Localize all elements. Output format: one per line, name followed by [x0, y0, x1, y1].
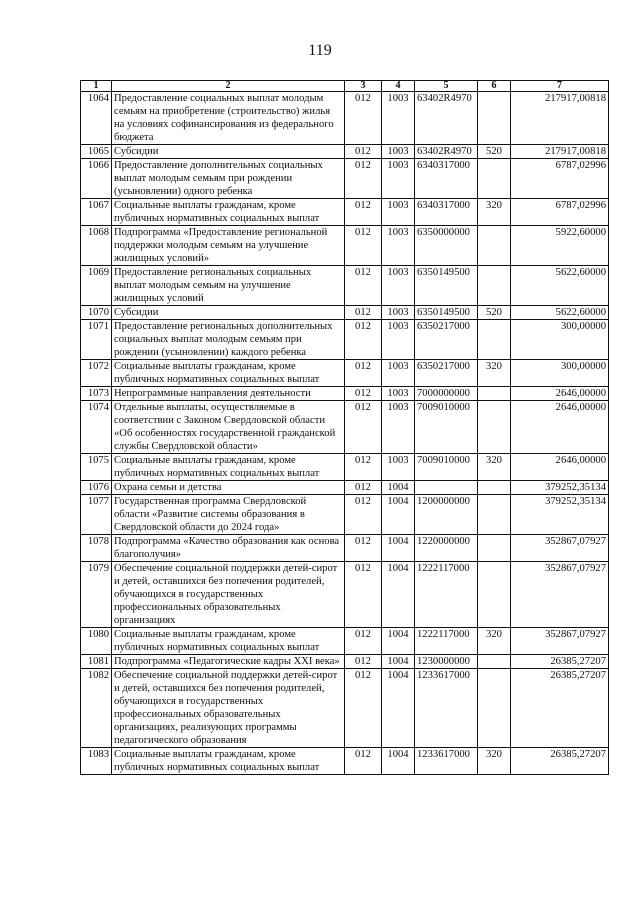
code-cell: 012 [345, 360, 382, 387]
section-cell: 1004 [382, 481, 415, 495]
target-code-cell: 6350149500 [415, 266, 478, 306]
expense-type-cell: 320 [478, 199, 511, 226]
expense-type-cell [478, 481, 511, 495]
header-cell: 5 [415, 81, 478, 92]
row-name-cell: Непрограммные направления деятельности [112, 387, 345, 401]
code-cell: 012 [345, 145, 382, 159]
section-cell: 1004 [382, 562, 415, 628]
amount-cell: 26385,27207 [511, 748, 609, 775]
row-name-cell: Обеспечение социальной поддержки детей-сирот и детей, оставшихся без попечения родителей, обучающихся в государственных профессиональных образовательных организациях [112, 562, 345, 628]
expense-type-cell [478, 655, 511, 669]
target-code-cell: 63402R4970 [415, 145, 478, 159]
section-cell: 1004 [382, 495, 415, 535]
row-name-cell: Предоставление социальных выплат молодым семьям на приобретение (строительство) жилья на условиях софинансирования из федерального бюджета [112, 92, 345, 145]
target-code-cell: 1222117000 [415, 562, 478, 628]
table-row [81, 159, 609, 199]
table-row [81, 145, 609, 159]
header-cell: 7 [511, 81, 609, 92]
amount-cell: 26385,27207 [511, 655, 609, 669]
code-cell: 012 [345, 535, 382, 562]
code-cell: 012 [345, 159, 382, 199]
section-cell: 1003 [382, 320, 415, 360]
row-name-cell: Охрана семьи и детства [112, 481, 345, 495]
code-cell: 012 [345, 454, 382, 481]
amount-cell: 2646,00000 [511, 401, 609, 454]
table-row [81, 401, 609, 454]
row-name-cell: Социальные выплаты гражданам, кроме публичных нормативных социальных выплат [112, 360, 345, 387]
amount-cell: 2646,00000 [511, 454, 609, 481]
code-cell: 012 [345, 401, 382, 454]
target-code-cell: 6350217000 [415, 320, 478, 360]
amount-cell: 2646,00000 [511, 387, 609, 401]
row-name-cell: Подпрограмма «Предоставление региональной поддержки молодым семьям на улучшение жилищных условий» [112, 226, 345, 266]
target-code-cell: 6350217000 [415, 360, 478, 387]
expense-type-cell [478, 159, 511, 199]
section-cell: 1003 [382, 199, 415, 226]
amount-cell: 5622,60000 [511, 266, 609, 306]
target-code-cell [415, 481, 478, 495]
budget-table [80, 80, 609, 775]
table-row [81, 748, 609, 775]
row-name-cell: Субсидии [112, 306, 345, 320]
row-number-cell: 1083 [81, 748, 112, 775]
target-code-cell: 1233617000 [415, 748, 478, 775]
target-code-cell: 1200000000 [415, 495, 478, 535]
table-row [81, 562, 609, 628]
row-number-cell: 1066 [81, 159, 112, 199]
amount-cell: 300,00000 [511, 360, 609, 387]
target-code-cell: 7000000000 [415, 387, 478, 401]
row-name-cell: Подпрограмма «Педагогические кадры XXI века» [112, 655, 345, 669]
row-name-cell: Государственная программа Свердловской области «Развитие системы образования в Свердловской области до 2024 года» [112, 495, 345, 535]
row-name-cell: Социальные выплаты гражданам, кроме публичных нормативных социальных выплат [112, 199, 345, 226]
section-cell: 1003 [382, 401, 415, 454]
section-cell: 1004 [382, 655, 415, 669]
row-number-cell: 1072 [81, 360, 112, 387]
code-cell: 012 [345, 628, 382, 655]
amount-cell: 352867,07927 [511, 562, 609, 628]
row-name-cell: Социальные выплаты гражданам, кроме публичных нормативных социальных выплат [112, 454, 345, 481]
page-number: 119 [308, 42, 332, 59]
target-code-cell: 7009010000 [415, 401, 478, 454]
row-number-cell: 1071 [81, 320, 112, 360]
section-cell: 1003 [382, 266, 415, 306]
code-cell: 012 [345, 748, 382, 775]
row-name-cell: Субсидии [112, 145, 345, 159]
section-cell: 1003 [382, 360, 415, 387]
header-cell: 6 [478, 81, 511, 92]
row-name-cell: Предоставление дополнительных социальных выплат молодым семьям при рождении (усыновлении) одного ребенка [112, 159, 345, 199]
table-row [81, 320, 609, 360]
table-row [81, 226, 609, 266]
section-cell: 1003 [382, 226, 415, 266]
expense-type-cell: 520 [478, 306, 511, 320]
amount-cell: 217917,00818 [511, 92, 609, 145]
expense-type-cell: 320 [478, 454, 511, 481]
code-cell: 012 [345, 266, 382, 306]
section-cell: 1004 [382, 669, 415, 748]
amount-cell: 5922,60000 [511, 226, 609, 266]
table-row [81, 628, 609, 655]
expense-type-cell [478, 562, 511, 628]
section-cell: 1004 [382, 535, 415, 562]
code-cell: 012 [345, 199, 382, 226]
row-number-cell: 1078 [81, 535, 112, 562]
section-cell: 1003 [382, 159, 415, 199]
expense-type-cell [478, 669, 511, 748]
section-cell: 1004 [382, 628, 415, 655]
section-cell: 1003 [382, 306, 415, 320]
row-number-cell: 1067 [81, 199, 112, 226]
row-name-cell: Социальные выплаты гражданам, кроме публичных нормативных социальных выплат [112, 628, 345, 655]
section-cell: 1004 [382, 748, 415, 775]
expense-type-cell [478, 387, 511, 401]
header-cell: 2 [112, 81, 345, 92]
section-cell: 1003 [382, 454, 415, 481]
target-code-cell: 6340317000 [415, 199, 478, 226]
code-cell: 012 [345, 306, 382, 320]
row-number-cell: 1064 [81, 92, 112, 145]
expense-type-cell [478, 320, 511, 360]
expense-type-cell [478, 266, 511, 306]
target-code-cell: 6340317000 [415, 159, 478, 199]
row-number-cell: 1075 [81, 454, 112, 481]
table-row [81, 535, 609, 562]
row-name-cell: Подпрограмма «Качество образования как основа благополучия» [112, 535, 345, 562]
row-number-cell: 1073 [81, 387, 112, 401]
section-cell: 1003 [382, 92, 415, 145]
code-cell: 012 [345, 226, 382, 266]
table-row [81, 669, 609, 748]
expense-type-cell: 320 [478, 748, 511, 775]
row-number-cell: 1080 [81, 628, 112, 655]
code-cell: 012 [345, 387, 382, 401]
amount-cell: 300,00000 [511, 320, 609, 360]
section-cell: 1003 [382, 145, 415, 159]
table-row [81, 387, 609, 401]
row-number-cell: 1077 [81, 495, 112, 535]
target-code-cell: 1222117000 [415, 628, 478, 655]
code-cell: 012 [345, 669, 382, 748]
row-number-cell: 1069 [81, 266, 112, 306]
row-number-cell: 1076 [81, 481, 112, 495]
table-row [81, 481, 609, 495]
target-code-cell: 63402R4970 [415, 92, 478, 145]
header-cell: 4 [382, 81, 415, 92]
row-name-cell: Предоставление региональных социальных выплат молодым семьям на улучшение жилищных условий [112, 266, 345, 306]
header-cell: 1 [81, 81, 112, 92]
target-code-cell: 1220000000 [415, 535, 478, 562]
expense-type-cell [478, 495, 511, 535]
code-cell: 012 [345, 320, 382, 360]
amount-cell: 5622,60000 [511, 306, 609, 320]
target-code-cell: 1230000000 [415, 655, 478, 669]
amount-cell: 379252,35134 [511, 481, 609, 495]
row-number-cell: 1081 [81, 655, 112, 669]
row-name-cell: Отдельные выплаты, осуществляемые в соответствии с Законом Свердловской области «Об особенностях государственной гражданской службы Свердловской области» [112, 401, 345, 454]
target-code-cell: 7009010000 [415, 454, 478, 481]
table-row [81, 266, 609, 306]
amount-cell: 6787,02996 [511, 159, 609, 199]
row-number-cell: 1082 [81, 669, 112, 748]
table-row [81, 454, 609, 481]
table-row [81, 655, 609, 669]
expense-type-cell [478, 535, 511, 562]
target-code-cell: 1233617000 [415, 669, 478, 748]
code-cell: 012 [345, 562, 382, 628]
row-name-cell: Предоставление региональных дополнительных социальных выплат молодым семьям при рождении (усыновлении) каждого ребенка [112, 320, 345, 360]
row-number-cell: 1074 [81, 401, 112, 454]
row-number-cell: 1079 [81, 562, 112, 628]
code-cell: 012 [345, 481, 382, 495]
target-code-cell: 6350149500 [415, 306, 478, 320]
row-name-cell: Социальные выплаты гражданам, кроме публичных нормативных социальных выплат [112, 748, 345, 775]
table-row [81, 495, 609, 535]
expense-type-cell [478, 92, 511, 145]
code-cell: 012 [345, 495, 382, 535]
table-row [81, 92, 609, 145]
row-number-cell: 1065 [81, 145, 112, 159]
expense-type-cell [478, 401, 511, 454]
expense-type-cell [478, 226, 511, 266]
amount-cell: 352867,07927 [511, 535, 609, 562]
section-cell: 1003 [382, 387, 415, 401]
table-row [81, 360, 609, 387]
amount-cell: 217917,00818 [511, 145, 609, 159]
amount-cell: 352867,07927 [511, 628, 609, 655]
amount-cell: 26385,27207 [511, 669, 609, 748]
amount-cell: 379252,35134 [511, 495, 609, 535]
code-cell: 012 [345, 655, 382, 669]
amount-cell: 6787,02996 [511, 199, 609, 226]
header-row [81, 81, 609, 92]
expense-type-cell: 520 [478, 145, 511, 159]
code-cell: 012 [345, 92, 382, 145]
row-number-cell: 1068 [81, 226, 112, 266]
table-row [81, 306, 609, 320]
expense-type-cell: 320 [478, 360, 511, 387]
header-cell: 3 [345, 81, 382, 92]
table-row [81, 199, 609, 226]
target-code-cell: 6350000000 [415, 226, 478, 266]
expense-type-cell: 320 [478, 628, 511, 655]
row-name-cell: Обеспечение социальной поддержки детей-сирот и детей, оставшихся без попечения родителей, обучающихся в государственных профессиональных образовательных организациях, реализующих программы педагогического образования [112, 669, 345, 748]
row-number-cell: 1070 [81, 306, 112, 320]
